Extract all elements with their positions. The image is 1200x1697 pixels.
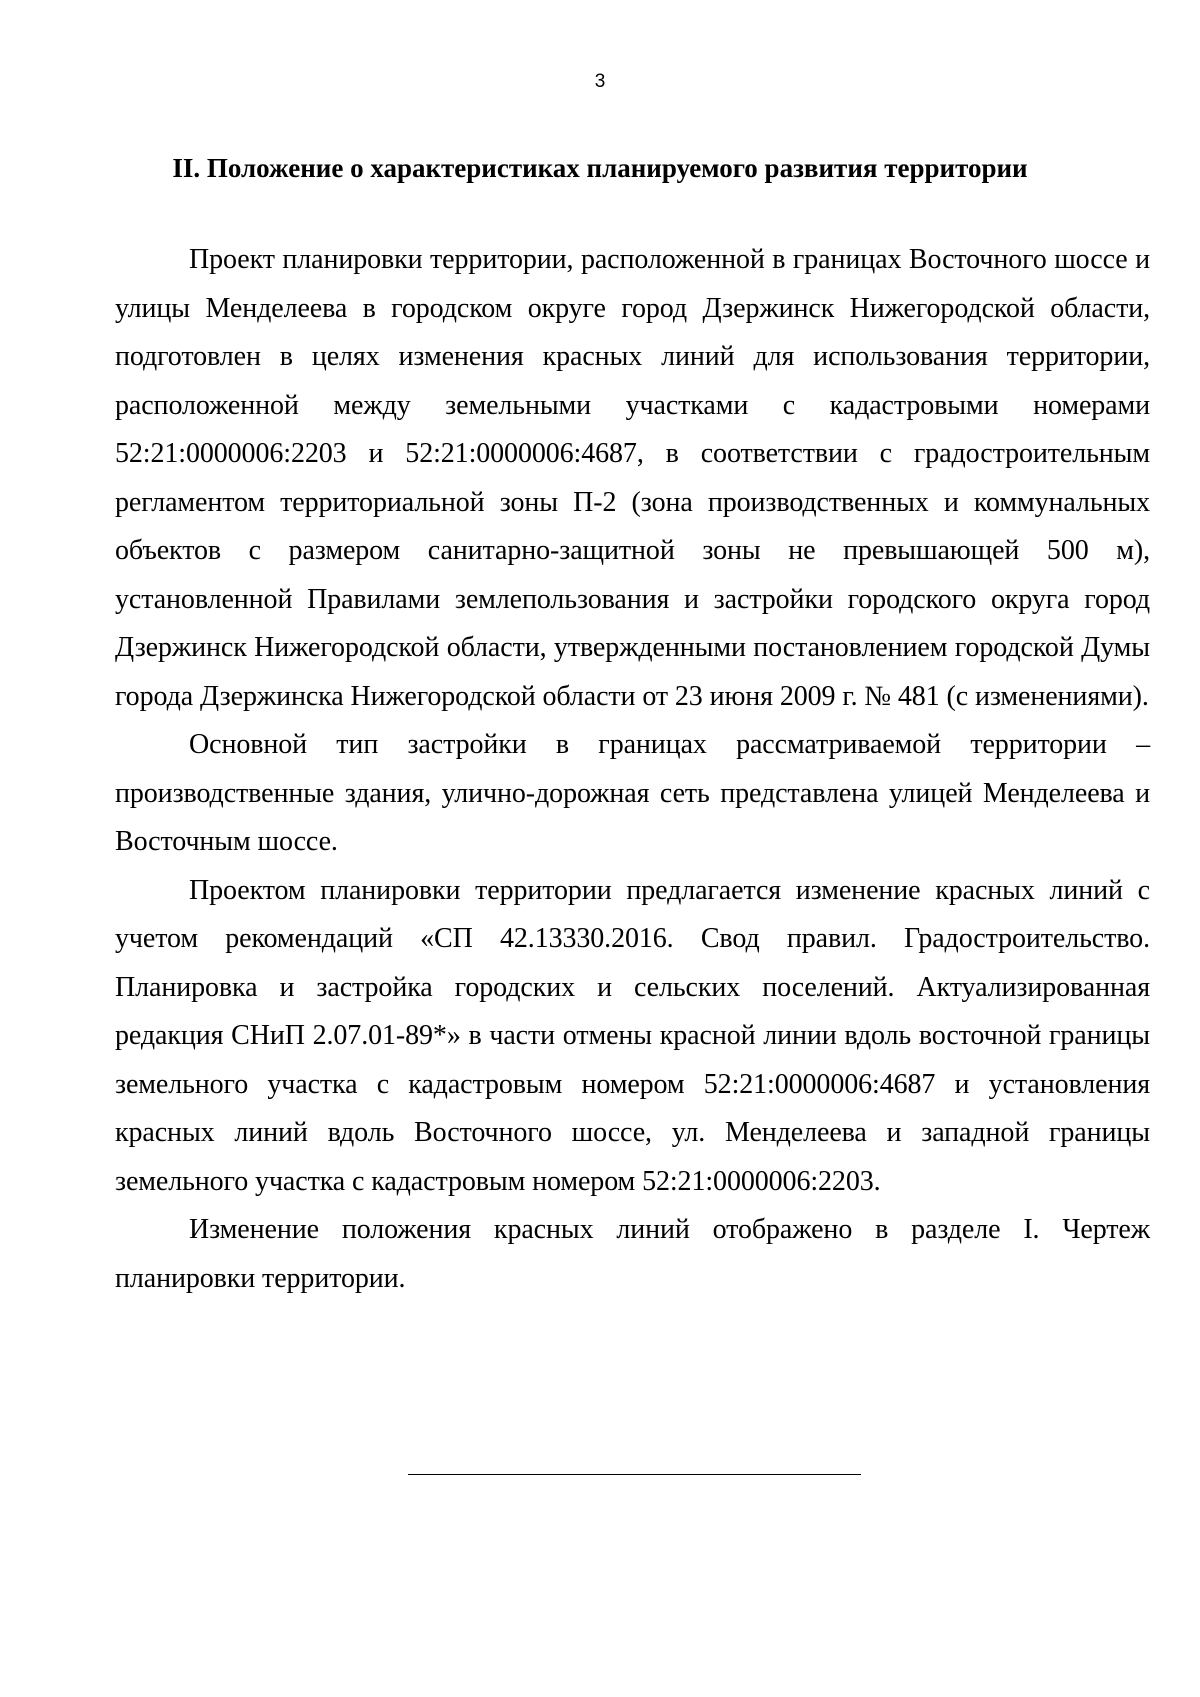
paragraph-building-type: Основной тип застройки в границах рассматриваемой территории – производственные здания, улично-дорожная сеть представлена улицей Менделеева и Восточным шоссе. (115, 729, 1150, 857)
page-number: 3 (594, 71, 606, 92)
section-heading: II. Положение о характеристиках планируемого развития территории (172, 153, 1028, 183)
paragraph-red-lines-change: Проектом планировки территории предлагается изменение красных линий с учетом рекомендаций «СП 42.13330.2016. Свод правил. Градостроительство. Планировка и застройка городских и сельских поселений. Актуализированная редакция СНиП 2.07.01-89*» в части отмены красной линии вдоль восточной границы земельного участка с кадастровым номером 52:21:0000006:4687 и установления красных линий вдоль Восточного шоссе, ул. Менделеева и западной границы земельного участка с кадастровым номером 52:21:0000006:2203. (115, 874, 1150, 1197)
closing-divider (408, 1474, 861, 1475)
paragraph-drawing-reference: Изменение положения красных линий отображено в разделе I. Чертеж планировки территории. (115, 1214, 1150, 1294)
section-body (115, 236, 1150, 1303)
paragraph-project-description: Проект планировки территории, расположенной в границах Восточного шоссе и улицы Менделеева в городском округе город Дзержинск Нижегородской области, подготовлен в целях изменения красных линий для использования территории, расположенной между земельными участками с кадастровыми номерами 52:21:0000006:2203 и 52:21:0000006:4687, в соответствии с градостроительным регламентом территориальной зоны П-2 (зона производственных и коммунальных объектов с размером санитарно-защитной зоны не превышающей 500 м), установленной Правилами землепользования и застройки городского округа город Дзержинск Нижегородской области, утвержденными постановлением городской Думы города Дзержинска Нижегородской области от 23 июня 2009 г. № 481 (с изменениями). (115, 244, 1150, 712)
